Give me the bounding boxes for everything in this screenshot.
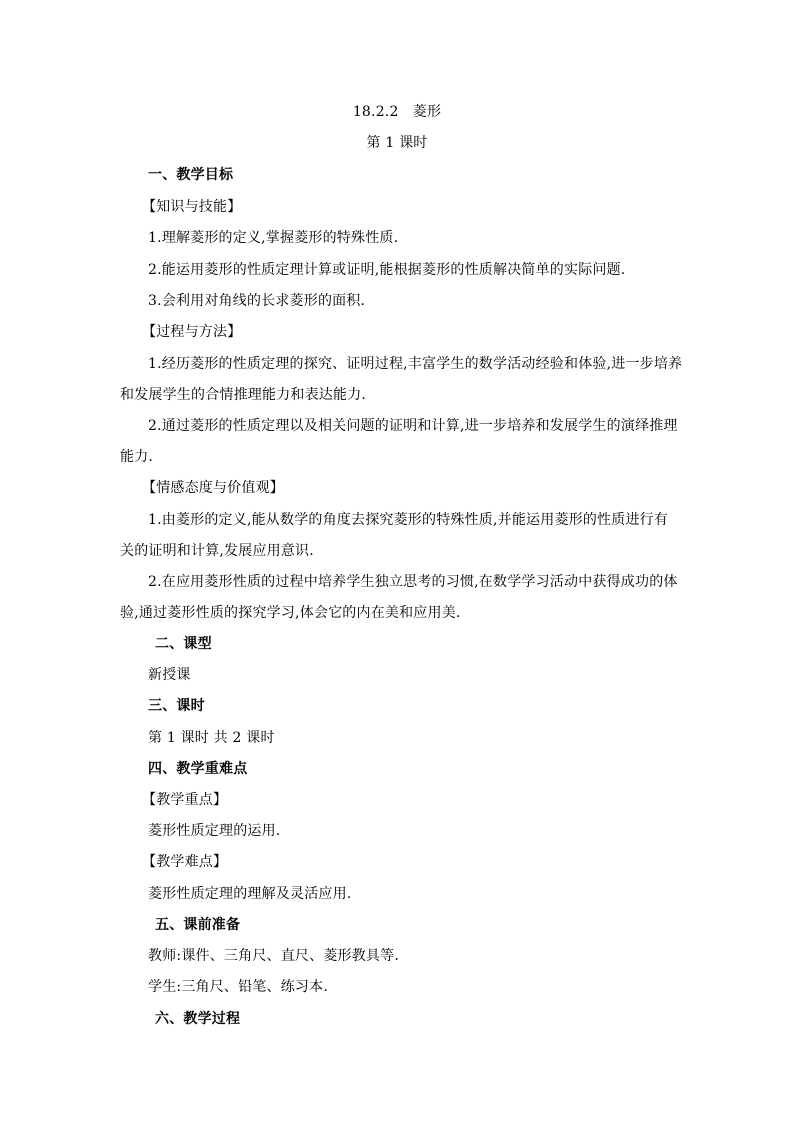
label-key-point: 【教学重点】 [142, 792, 228, 808]
process-item-2-line-2: 能力. [120, 449, 154, 465]
emotion-item-2-line-2: 验,通过菱形性质的探究学习,体会它的内在美和应用美. [120, 605, 461, 621]
preparation-teacher: 教师:课件、三角尺、直尺、菱形教具等. [148, 948, 399, 964]
emotion-item-1-line-1: 1.由菱形的定义,能从数学的角度去探究菱形的特殊性质,并能运用菱形的性质进行有 [148, 512, 669, 528]
section-heading-process: 六、教学过程 [155, 1011, 241, 1027]
hours-content: 第 1 课时 共 2 课时 [148, 730, 275, 746]
process-item-1-line-2: 和发展学生的合情推理能力和表达能力. [120, 387, 367, 403]
label-process: 【过程与方法】 [142, 324, 242, 340]
label-emotion: 【情感态度与价值观】 [142, 480, 284, 496]
process-item-2-line-1: 2.通过菱形的性质定理以及相关问题的证明和计算,进一步培养和发展学生的演绎推理 [148, 418, 678, 434]
label-difficult-point: 【教学难点】 [142, 854, 228, 870]
process-item-1-line-1: 1.经历菱形的性质定理的探究、证明过程,丰富学生的数学活动经验和体验,进一步培养 [148, 356, 683, 372]
label-knowledge: 【知识与技能】 [142, 199, 242, 215]
lesson-subtitle: 第 1 课时 [366, 135, 428, 151]
preparation-student: 学生:三角尺、铅笔、练习本. [148, 979, 328, 995]
document-title: 18.2.2 菱形 [352, 104, 442, 120]
section-heading-goals: 一、教学目标 [148, 167, 234, 183]
section-heading-type: 二、课型 [155, 636, 212, 652]
type-content: 新授课 [148, 667, 191, 683]
section-heading-hours: 三、课时 [148, 698, 205, 714]
knowledge-item-3: 3.会利用对角线的长求菱形的面积. [148, 293, 366, 309]
section-heading-preparation: 五、课前准备 [155, 917, 241, 933]
difficult-point-content: 菱形性质定理的理解及灵活应用. [148, 886, 352, 902]
emotion-item-1-line-2: 关的证明和计算,发展应用意识. [120, 543, 314, 559]
emotion-item-2-line-1: 2.在应用菱形性质的过程中培养学生独立思考的习惯,在数学学习活动中获得成功的体 [148, 574, 678, 590]
key-point-content: 菱形性质定理的运用. [148, 823, 281, 839]
section-heading-key-points: 四、教学重难点 [148, 761, 248, 777]
knowledge-item-2: 2.能运用菱形的性质定理计算或证明,能根据菱形的性质解决简单的实际问题. [148, 262, 626, 278]
knowledge-item-1: 1.理解菱形的定义,掌握菱形的特殊性质. [148, 230, 399, 246]
